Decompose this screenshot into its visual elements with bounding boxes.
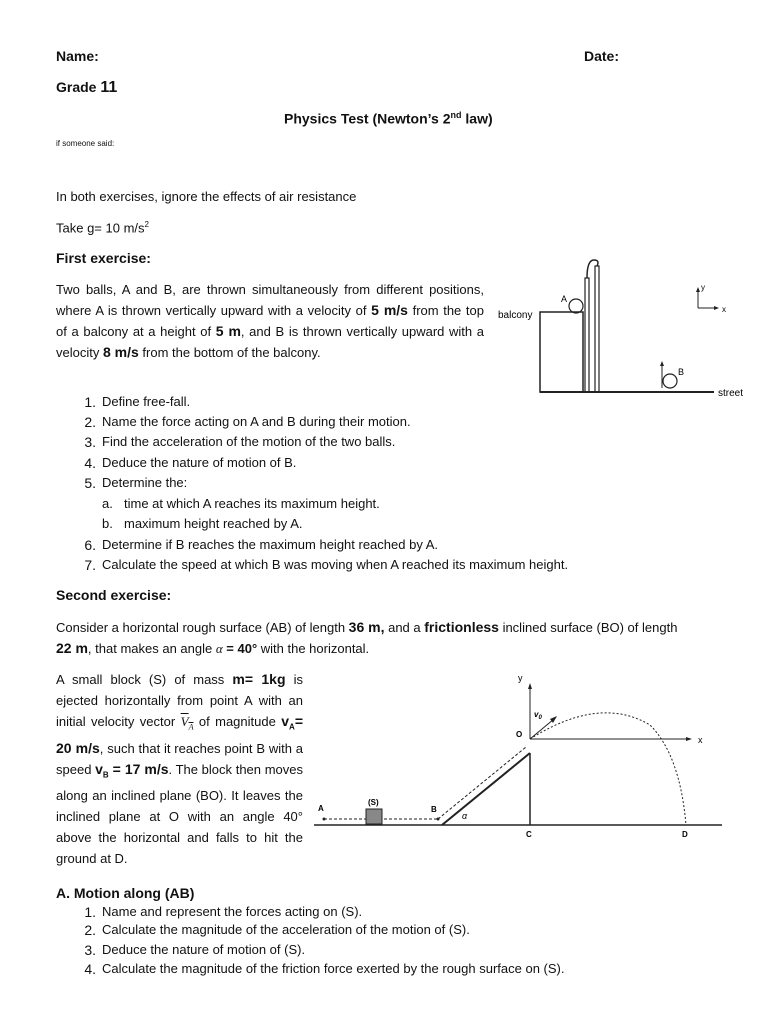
ex1-item-6-text: Determine if B reaches the maximum height reached by A. [102,537,438,552]
ex1-item-6-num: 6. [84,537,96,553]
incline-figure [310,665,730,845]
ex2-s5: with the horizontal. [257,641,370,656]
ex1-v1: 5 m/s [371,302,408,318]
ex1-item-5-num: 5. [84,475,96,491]
part-a-item-1-text: Name and represent the forces acting on (S). [102,904,363,919]
ex1-paragraph [56,279,484,363]
grade-label: Grade [56,79,97,95]
ex1-item-1-text: Define free-fall. [102,394,191,409]
axis-x-label: x [722,305,726,314]
x-axis-label: x [698,735,703,745]
ex1-subitem-b-text: maximum height reached by A. [124,516,303,531]
ball-b-label: B [678,367,685,377]
y-axis-label: y [518,673,523,683]
ex2-block-paragraph [56,669,303,869]
ex2-len-bo: 22 m [56,640,88,656]
axis-x-arrowhead [714,306,719,310]
v0-arrow [530,719,554,739]
title-suffix: law) [461,110,493,127]
ex2-b1: A small block (S) of mass [56,672,233,687]
ex2-va-vec-letter: V [180,714,189,729]
gravity-sup: 2 [144,220,149,229]
ex2-heading: Second exercise: [56,587,172,603]
grade-value: 11 [100,79,118,96]
ex1-item-4-text: Deduce the nature of motion of B. [102,455,297,470]
name-label: Name: [56,48,99,64]
x-axis-arrowhead [686,737,692,741]
point-a-dot [323,818,326,821]
ex1-p4: from the bottom of the balcony. [138,345,321,360]
ex1-subitem-a-letter: a. [102,496,113,511]
ex2-b2: is ejected horizontally from point A with an initial velocity vector [56,672,304,729]
ex2-angle: = 40° [222,641,258,656]
ex1-item-7-text: Calculate the speed at which B was moving when A reached its maximum height. [102,557,569,572]
ex1-item-2-num: 2. [84,414,96,430]
tube-left [585,278,589,392]
point-d-label: D [682,830,688,839]
ex1-p3: , and B is thrown vertically upward with a velocity [56,324,485,360]
trajectory [530,713,686,825]
ex2-s1: Consider a horizontal rough surface (AB) of length [56,620,349,635]
gravity-line [56,220,149,235]
incline-dashed-path [438,747,526,819]
part-a-item-2-text: Calculate the magnitude of the acceleration of the motion of (S). [102,922,470,937]
v0-sub: 0 [538,715,542,721]
title-sup: nd [450,110,462,120]
ex1-subitem-a-text: time at which A reaches its maximum height. [124,496,380,511]
y-axis-arrowhead [528,683,532,689]
balcony-wall [540,312,583,392]
ex1-subitem-b-letter: b. [102,516,113,531]
intro-line: In both exercises, ignore the effects of air resistance [56,189,357,204]
axis-y-label: y [701,283,705,292]
ex2-vb-val: = 17 m/s [108,760,169,777]
ex2-frictionless: frictionless [424,619,499,635]
ex1-height: 5 m [215,323,241,339]
ex2-vb-sub: B [102,770,109,780]
v0-letter: v [534,710,539,719]
part-a-item-3-num: 3. [84,942,96,958]
ex2-b3: of magnitude [193,714,282,729]
title-prefix: Physics Test (Newton’s 2 [284,110,451,127]
part-a-heading: A. Motion along (AB) [56,885,195,901]
ex1-v2: 8 m/s [102,344,139,360]
block-s-label: (S) [368,798,379,807]
test-title [284,110,493,127]
part-a-item-3-text: Deduce the nature of motion of (S). [102,942,306,957]
ex1-item-7-num: 7. [84,557,96,573]
ex1-item-2-text: Name the force acting on A and B during their motion. [102,414,411,429]
date-label: Date: [584,48,620,64]
ball-b-icon [663,374,677,388]
balcony-label: balcony [498,310,533,321]
ex2-va-vec-sub: A [188,722,194,732]
ball-a-label: A [561,294,568,304]
ex2-va-val: = 20 m/s [56,713,303,756]
ex2-s3: inclined surface (BO) of length [498,620,678,635]
tube-arc [587,260,598,278]
ex1-item-4-num: 4. [84,455,96,471]
part-a-item-2-num: 2. [84,922,96,938]
ex2-len-ab: 36 m, [348,619,385,635]
ex2-b5: . The block then moves along an inclined plane (BO). It leaves the inclined plane at O with an angle 40° above the horizontal and falls to hit the ground at D. [56,761,303,867]
ex2-b4: , such that it reaches point B with a speed [56,740,304,777]
axis-y-arrowhead [696,287,700,292]
alpha-label: α [462,811,468,821]
small-note: if someone said: [56,139,115,148]
ex2-va-vector [180,714,194,732]
gravity-text: Take g= 10 m/s [56,220,145,236]
ex1-item-3-text: Find the acceleration of the motion of the two balls. [102,434,396,449]
ball-b-arrowhead [660,361,664,366]
ex2-s2: and a [384,620,425,635]
ex2-va-lbl: v [281,713,290,729]
ex1-item-1-num: 1. [84,394,96,410]
ex2-s4: , that makes an angle [87,641,216,656]
tube-right [595,266,599,392]
street-label: street [718,388,744,399]
incline-bo [442,753,530,825]
origin-label: O [516,730,523,739]
part-a-item-4-num: 4. [84,961,96,977]
point-b-label: B [431,805,437,814]
part-a-item-4-text: Calculate the magnitude of the friction force exerted by the rough surface on (S). [102,961,565,976]
ex1-p2: from the top of a balcony at a height of [56,303,484,339]
grade-line [56,79,117,97]
part-a-item-1-num: 1. [84,904,96,920]
ex2-alpha: α [215,641,223,656]
ex1-item-3-num: 3. [84,434,96,450]
ball-a-icon [569,299,583,313]
ex2-mass: m= 1kg [232,671,286,687]
ex1-p1: Two balls, A and B, are thrown simultaneously from different positions, where A is thrown vertically upward with a velocity of [56,282,484,318]
ex2-va-sub: A [289,722,295,732]
ex2-intro [56,617,712,659]
ex1-item-5-text: Determine the: [102,475,188,490]
point-c-label: C [526,830,532,839]
balcony-figure [490,250,760,410]
point-a-label: A [318,804,324,813]
ex1-heading: First exercise: [56,250,151,266]
v0-label [534,710,542,721]
ex2-vb-lbl: v [95,760,103,777]
block-s [366,809,382,824]
